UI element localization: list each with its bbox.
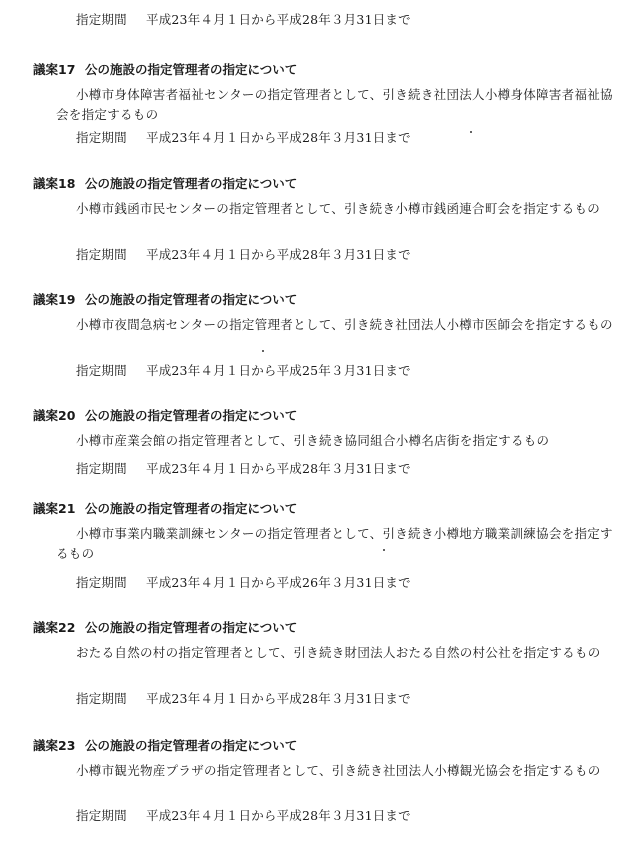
item-description: 小樽市事業内職業訓練センターの指定管理者として、引き続き小樽地方職業訓練協会を指定するもの [56,526,613,561]
item-period [76,459,411,477]
period-value: 平成23年４月１日から平成28年３月31日まで [146,247,411,262]
period-value: 平成23年４月１日から平成25年３月31日まで [146,363,411,378]
item-period [76,689,411,707]
item-heading: 公の施設の指定管理者の指定について [85,292,298,307]
item-title [33,499,297,517]
item-title [33,736,297,754]
item-number: 議案17 [33,62,76,77]
item-period [76,361,411,379]
item-heading: 公の施設の指定管理者の指定について [85,408,298,423]
item-title [33,618,297,636]
period-value: 平成23年４月１日から平成28年３月31日まで [146,461,411,476]
scan-speck [383,549,385,551]
period-label: 指定期間 [76,130,127,145]
item-heading: 公の施設の指定管理者の指定について [85,176,298,191]
item-number: 議案18 [33,176,76,191]
item-description: 小樽市銭函市民センターの指定管理者として、引き続き小樽市銭函連合町会を指定するもの [76,201,601,216]
item-heading: 公の施設の指定管理者の指定について [85,620,298,635]
period-value: 平成23年４月１日から平成28年３月31日まで [146,12,411,27]
period-value: 平成23年４月１日から平成28年３月31日まで [146,691,411,706]
item-period [76,128,411,146]
item-title [33,406,297,424]
scan-speck [470,131,472,133]
item-title [33,174,297,192]
period-label: 指定期間 [76,691,127,706]
item-heading: 公の施設の指定管理者の指定について [85,738,298,753]
item-number: 議案23 [33,738,76,753]
item-description: 小樽市観光物産プラザの指定管理者として、引き続き社団法人小樽観光協会を指定するもの [76,763,601,778]
period-label: 指定期間 [76,461,127,476]
item-heading: 公の施設の指定管理者の指定について [85,62,298,77]
item-period [76,806,411,824]
period-label: 指定期間 [76,363,127,378]
item-number: 議案22 [33,620,76,635]
item-description: 小樽市産業会館の指定管理者として、引き続き協同組合小樽名店街を指定するもの [76,433,550,448]
top-period-line [76,10,411,28]
period-value: 平成23年４月１日から平成28年３月31日まで [146,130,411,145]
period-label: 指定期間 [76,247,127,262]
item-heading: 公の施設の指定管理者の指定について [85,501,298,516]
item-period [76,245,411,263]
item-title [33,60,297,78]
item-description: 小樽市身体障害者福祉センターの指定管理者として、引き続き社団法人小樽身体障害者福祉協会を指定するもの [56,87,613,122]
period-label: 指定期間 [76,808,127,823]
item-number: 議案21 [33,501,76,516]
item-description: 小樽市夜間急病センターの指定管理者として、引き続き社団法人小樽市医師会を指定するもの [76,317,613,332]
item-description: おたる自然の村の指定管理者として、引き続き財団法人おたる自然の村公社を指定するもの [76,645,601,660]
period-label: 指定期間 [76,12,127,27]
item-period [76,573,411,591]
period-value: 平成23年４月１日から平成26年３月31日まで [146,575,411,590]
scan-speck [262,350,264,352]
item-title [33,290,297,308]
period-label: 指定期間 [76,575,127,590]
period-value: 平成23年４月１日から平成28年３月31日まで [146,808,411,823]
item-number: 議案20 [33,408,76,423]
item-number: 議案19 [33,292,76,307]
